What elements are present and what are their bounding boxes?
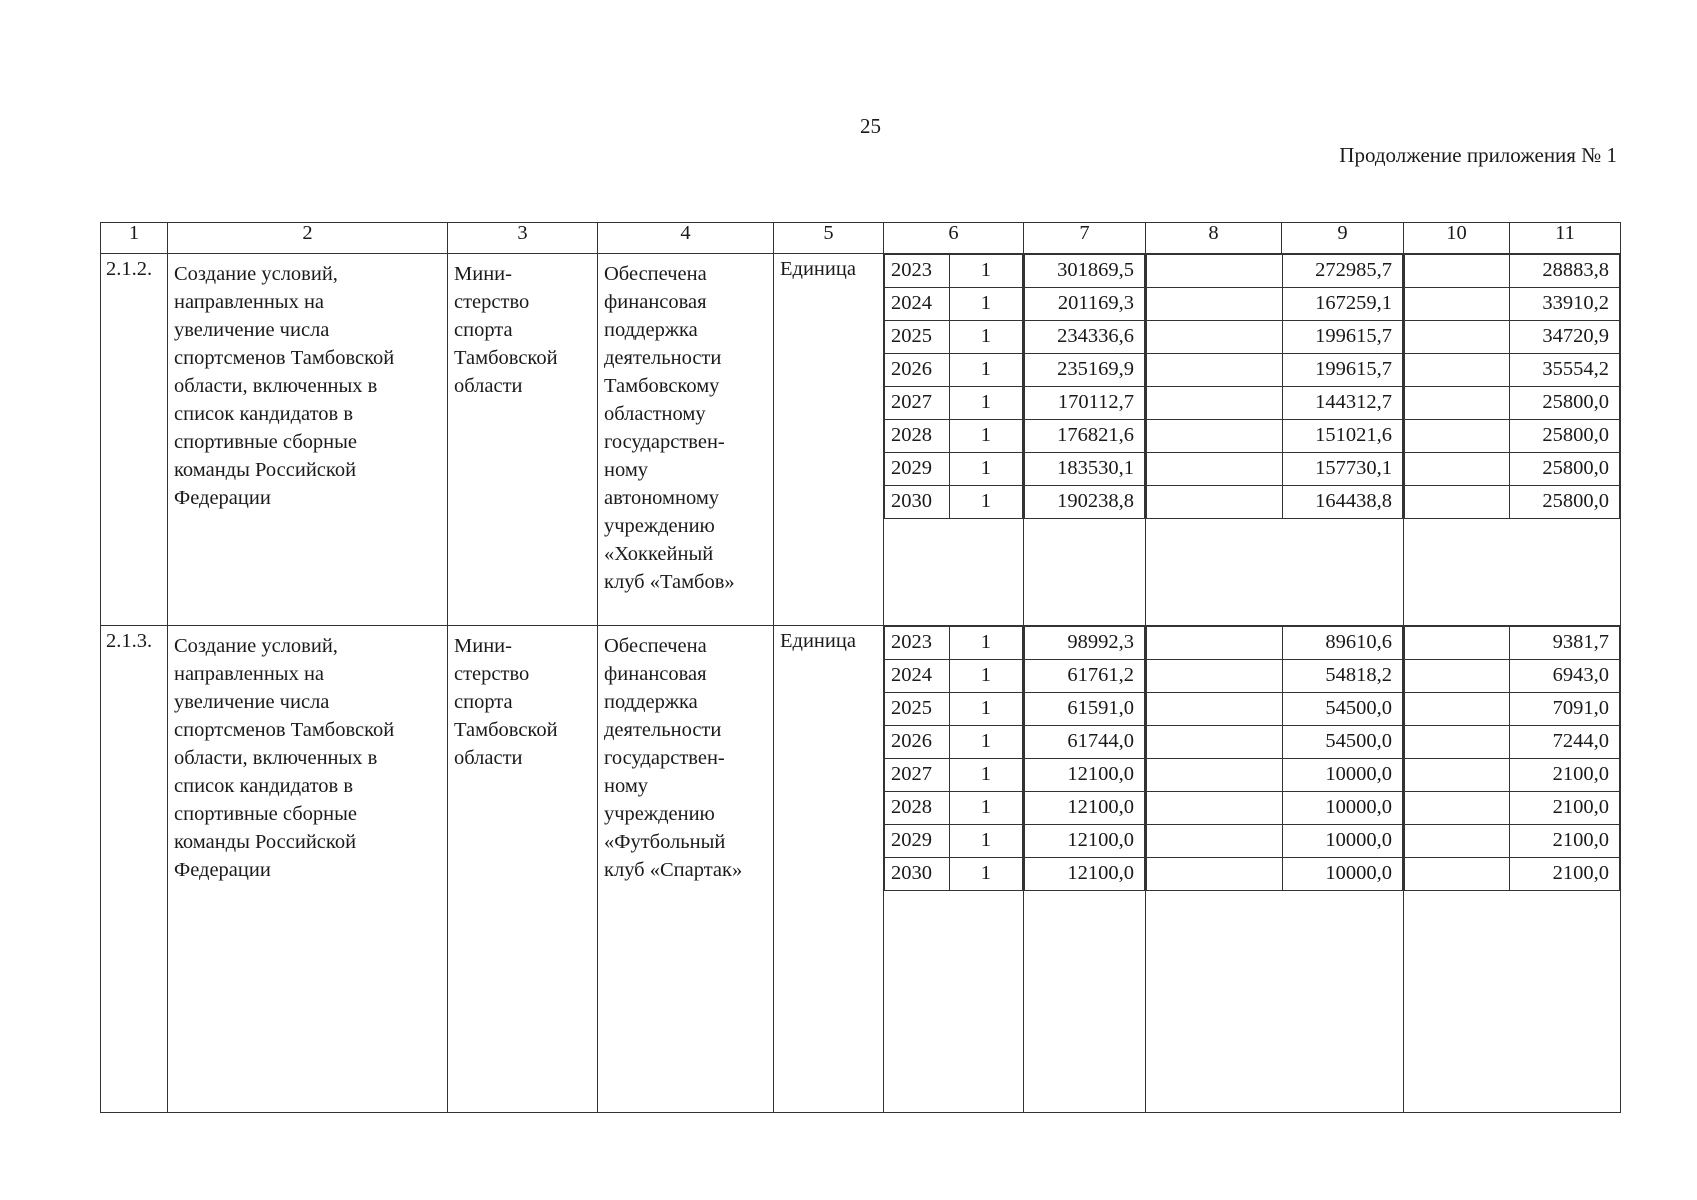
value-row <box>1405 321 1620 354</box>
text-line: Создание условий, <box>174 635 338 657</box>
text-line: Мини- <box>454 263 512 285</box>
value-row <box>1405 726 1620 759</box>
col8-value <box>1147 453 1283 486</box>
col7-value: 190238,8 <box>1025 486 1145 519</box>
col9-value: 89610,6 <box>1282 627 1402 660</box>
text-line: автономному <box>604 487 720 509</box>
text-line: ному <box>604 459 649 481</box>
year-value: 2028 <box>885 792 950 825</box>
text-line: области <box>454 747 523 769</box>
value-row <box>1147 486 1403 519</box>
value-row <box>1405 453 1620 486</box>
text-line: областному <box>604 403 706 425</box>
text-line: финансовая <box>604 663 707 685</box>
year-value: 2030 <box>885 858 950 891</box>
col11-value: 33910,2 <box>1510 288 1620 321</box>
col9-value: 157730,1 <box>1282 453 1402 486</box>
text-line: поддержка <box>604 319 698 341</box>
text-line: ному <box>604 775 649 797</box>
col7-value: 12100,0 <box>1025 792 1145 825</box>
value-row <box>1025 792 1145 825</box>
value-row <box>1405 759 1620 792</box>
value-row <box>1025 759 1145 792</box>
values-subtable <box>1024 626 1145 891</box>
col10-value <box>1405 420 1510 453</box>
text-line: спортсменов Тамбовской <box>174 719 395 741</box>
value-row <box>1025 825 1145 858</box>
value-row <box>1405 660 1620 693</box>
value-row <box>1147 387 1403 420</box>
text-line: спортсменов Тамбовской <box>174 347 395 369</box>
value-row <box>1025 627 1145 660</box>
year-value: 2029 <box>885 453 950 486</box>
col9-value: 54818,2 <box>1282 660 1402 693</box>
value-row <box>1405 486 1620 519</box>
section-row-2-1-3 <box>101 626 1621 1113</box>
text-line: список кандидатов в <box>174 403 354 425</box>
text-line: Тамбовской <box>454 347 558 369</box>
value-row <box>1405 354 1620 387</box>
col11-value: 35554,2 <box>1510 354 1620 387</box>
col11-value: 25800,0 <box>1510 453 1620 486</box>
col11-value: 34720,9 <box>1510 321 1620 354</box>
year-count-cell <box>884 626 1024 1113</box>
count-value: 1 <box>949 387 1022 420</box>
col9-value: 10000,0 <box>1282 825 1402 858</box>
col9-value: 164438,8 <box>1282 486 1402 519</box>
count-value: 1 <box>949 453 1022 486</box>
value-row <box>1147 726 1403 759</box>
indicator-text <box>598 254 774 626</box>
section-row-2-1-2 <box>101 254 1621 626</box>
unit-of-measure: Единица <box>774 626 884 1113</box>
text-line: «Хоккейный <box>604 543 714 565</box>
year-value: 2026 <box>885 726 950 759</box>
col7-value: 183530,1 <box>1025 453 1145 486</box>
col8-value <box>1147 825 1283 858</box>
header-cell: 4 <box>598 223 774 254</box>
value-row <box>885 660 1023 693</box>
text-line: государствен- <box>604 431 725 453</box>
indicator-text <box>598 626 774 1113</box>
col9-value: 199615,7 <box>1282 354 1402 387</box>
col7-values <box>1024 626 1146 1113</box>
text-line: Тамбовской <box>454 719 558 741</box>
count-value: 1 <box>949 255 1022 288</box>
count-value: 1 <box>949 486 1022 519</box>
values-subtable <box>884 626 1023 891</box>
value-row <box>1025 726 1145 759</box>
col7-value: 12100,0 <box>1025 759 1145 792</box>
col7-value: 170112,7 <box>1025 387 1145 420</box>
text-line: направленных на <box>174 663 325 685</box>
col8-value <box>1147 288 1283 321</box>
col10-value <box>1405 453 1510 486</box>
col10-col11-values <box>1404 254 1621 626</box>
col9-value: 167259,1 <box>1282 288 1402 321</box>
col7-value: 98992,3 <box>1025 627 1145 660</box>
section-number: 2.1.2. <box>101 254 168 626</box>
text-line: увеличение числа <box>174 691 330 713</box>
col7-value: 61591,0 <box>1025 693 1145 726</box>
value-row <box>885 321 1023 354</box>
values-subtable <box>884 254 1023 519</box>
values-subtable <box>1024 254 1145 519</box>
year-value: 2027 <box>885 759 950 792</box>
col9-value: 151021,6 <box>1282 420 1402 453</box>
value-row <box>1405 420 1620 453</box>
value-row <box>1147 354 1403 387</box>
value-row <box>1147 420 1403 453</box>
text-line: команды Российской <box>174 459 357 481</box>
value-row <box>885 726 1023 759</box>
col8-value <box>1147 792 1283 825</box>
value-row <box>885 354 1023 387</box>
col11-value: 9381,7 <box>1510 627 1620 660</box>
value-row <box>885 858 1023 891</box>
count-value: 1 <box>949 627 1022 660</box>
count-value: 1 <box>949 321 1022 354</box>
text-line: Мини- <box>454 635 512 657</box>
col8-value <box>1147 354 1283 387</box>
col7-value: 301869,5 <box>1025 255 1145 288</box>
text-line: «Футбольный <box>604 831 726 853</box>
value-row <box>885 825 1023 858</box>
col11-value: 2100,0 <box>1510 825 1620 858</box>
header-cell: 3 <box>448 223 598 254</box>
text-line: спорта <box>454 691 513 713</box>
year-value: 2023 <box>885 627 950 660</box>
value-row <box>1147 858 1403 891</box>
text-line: Федерации <box>174 487 271 509</box>
col7-value: 201169,3 <box>1025 288 1145 321</box>
value-row <box>1025 321 1145 354</box>
col7-value: 61744,0 <box>1025 726 1145 759</box>
value-row <box>1025 486 1145 519</box>
text-line: Обеспечена <box>604 635 707 657</box>
count-value: 1 <box>949 792 1022 825</box>
responsible-body <box>448 254 598 626</box>
value-row <box>1147 660 1403 693</box>
col10-value <box>1405 486 1510 519</box>
text-line: спортивные сборные <box>174 803 357 825</box>
col11-value: 28883,8 <box>1510 255 1620 288</box>
value-row <box>885 486 1023 519</box>
count-value: 1 <box>949 420 1022 453</box>
col10-value <box>1405 354 1510 387</box>
year-value: 2026 <box>885 354 950 387</box>
year-value: 2030 <box>885 486 950 519</box>
text-line: увеличение числа <box>174 319 330 341</box>
col7-value: 234336,6 <box>1025 321 1145 354</box>
section-number: 2.1.3. <box>101 626 168 1113</box>
values-subtable <box>1146 626 1403 891</box>
col11-value: 7091,0 <box>1510 693 1620 726</box>
count-value: 1 <box>949 858 1022 891</box>
col8-value <box>1147 321 1283 354</box>
col10-value <box>1405 387 1510 420</box>
value-row <box>885 792 1023 825</box>
header-cell: 7 <box>1024 223 1146 254</box>
text-line: учреждению <box>604 515 715 537</box>
text-line: финансовая <box>604 291 707 313</box>
value-row <box>1025 660 1145 693</box>
value-row <box>1147 321 1403 354</box>
text-line: стерство <box>454 663 530 685</box>
count-value: 1 <box>949 354 1022 387</box>
header-row <box>101 223 1621 254</box>
col11-value: 25800,0 <box>1510 420 1620 453</box>
year-value: 2024 <box>885 660 950 693</box>
col9-value: 272985,7 <box>1282 255 1402 288</box>
text-line: спортивные сборные <box>174 431 357 453</box>
value-row <box>1405 255 1620 288</box>
year-value: 2023 <box>885 255 950 288</box>
col11-value: 2100,0 <box>1510 858 1620 891</box>
header-cell: 11 <box>1510 223 1621 254</box>
text-line: государствен- <box>604 747 725 769</box>
col8-value <box>1147 627 1283 660</box>
header-cell: 8 <box>1146 223 1282 254</box>
text-line: список кандидатов в <box>174 775 354 797</box>
value-row <box>1147 627 1403 660</box>
col8-value <box>1147 255 1283 288</box>
responsible-body <box>448 626 598 1113</box>
col8-value <box>1147 693 1283 726</box>
col8-value <box>1147 726 1283 759</box>
count-value: 1 <box>949 693 1022 726</box>
count-value: 1 <box>949 660 1022 693</box>
col10-value <box>1405 627 1510 660</box>
value-row <box>1405 627 1620 660</box>
value-row <box>885 255 1023 288</box>
value-row <box>1025 387 1145 420</box>
col11-value: 2100,0 <box>1510 792 1620 825</box>
count-value: 1 <box>949 288 1022 321</box>
col10-value <box>1405 660 1510 693</box>
value-row <box>1147 255 1403 288</box>
header-cell: 6 <box>884 223 1024 254</box>
col10-value <box>1405 759 1510 792</box>
value-row <box>1025 288 1145 321</box>
col8-value <box>1147 420 1283 453</box>
value-row <box>885 387 1023 420</box>
header-cell: 1 <box>101 223 168 254</box>
value-row <box>1025 858 1145 891</box>
text-line: области <box>454 375 523 397</box>
text-line: области, включенных в <box>174 747 378 769</box>
header-cell: 9 <box>1282 223 1404 254</box>
values-subtable <box>1146 254 1403 519</box>
col10-value <box>1405 858 1510 891</box>
col11-value: 7244,0 <box>1510 726 1620 759</box>
col8-col9-values <box>1146 254 1404 626</box>
count-value: 1 <box>949 759 1022 792</box>
value-row <box>1405 288 1620 321</box>
year-value: 2025 <box>885 321 950 354</box>
col9-value: 10000,0 <box>1282 858 1402 891</box>
value-row <box>1147 693 1403 726</box>
text-line: Тамбовскому <box>604 375 720 397</box>
col11-value: 6943,0 <box>1510 660 1620 693</box>
count-value: 1 <box>949 726 1022 759</box>
text-line: учреждению <box>604 803 715 825</box>
col7-values <box>1024 254 1146 626</box>
year-value: 2027 <box>885 387 950 420</box>
text-line: деятельности <box>604 347 722 369</box>
value-row <box>885 627 1023 660</box>
header-cell: 5 <box>774 223 884 254</box>
value-row <box>885 759 1023 792</box>
year-value: 2024 <box>885 288 950 321</box>
col7-value: 12100,0 <box>1025 858 1145 891</box>
value-row <box>1405 825 1620 858</box>
col8-value <box>1147 858 1283 891</box>
unit-of-measure: Единица <box>774 254 884 626</box>
col10-value <box>1405 726 1510 759</box>
appendix-table <box>100 222 1621 1113</box>
col10-col11-values <box>1404 626 1621 1113</box>
col9-value: 10000,0 <box>1282 792 1402 825</box>
col8-value <box>1147 387 1283 420</box>
text-line: команды Российской <box>174 831 357 853</box>
col9-value: 54500,0 <box>1282 726 1402 759</box>
value-row <box>1405 858 1620 891</box>
col7-value: 61761,2 <box>1025 660 1145 693</box>
value-row <box>1147 825 1403 858</box>
col9-value: 144312,7 <box>1282 387 1402 420</box>
col10-value <box>1405 792 1510 825</box>
count-value: 1 <box>949 825 1022 858</box>
value-row <box>885 288 1023 321</box>
col10-value <box>1405 288 1510 321</box>
text-line: спорта <box>454 319 513 341</box>
text-line: стерство <box>454 291 530 313</box>
col10-value <box>1405 321 1510 354</box>
header-cell: 10 <box>1404 223 1510 254</box>
value-row <box>1147 759 1403 792</box>
col9-value: 54500,0 <box>1282 693 1402 726</box>
value-row <box>1147 792 1403 825</box>
value-row <box>885 453 1023 486</box>
col8-col9-values <box>1146 626 1404 1113</box>
value-row <box>1025 354 1145 387</box>
value-row <box>1405 792 1620 825</box>
col11-value: 25800,0 <box>1510 486 1620 519</box>
text-line: Создание условий, <box>174 263 338 285</box>
value-row <box>885 420 1023 453</box>
col9-value: 10000,0 <box>1282 759 1402 792</box>
col9-value: 199615,7 <box>1282 321 1402 354</box>
value-row <box>1405 693 1620 726</box>
text-line: клуб «Тамбов» <box>604 571 735 593</box>
value-row <box>1147 453 1403 486</box>
year-value: 2029 <box>885 825 950 858</box>
col8-value <box>1147 486 1283 519</box>
values-subtable <box>1404 626 1620 891</box>
text-line: Федерации <box>174 859 271 881</box>
measure-title <box>168 254 448 626</box>
value-row <box>1025 453 1145 486</box>
value-row <box>1025 693 1145 726</box>
text-line: поддержка <box>604 691 698 713</box>
col11-value: 25800,0 <box>1510 387 1620 420</box>
col7-value: 12100,0 <box>1025 825 1145 858</box>
value-row <box>885 693 1023 726</box>
year-value: 2028 <box>885 420 950 453</box>
col10-value <box>1405 825 1510 858</box>
col8-value <box>1147 759 1283 792</box>
text-line: клуб «Спартак» <box>604 859 743 881</box>
text-line: области, включенных в <box>174 375 378 397</box>
col8-value <box>1147 660 1283 693</box>
continuation-note: Продолжение приложения № 1 <box>1339 143 1617 167</box>
col10-value <box>1405 255 1510 288</box>
text-line: деятельности <box>604 719 722 741</box>
text-line: направленных на <box>174 291 325 313</box>
year-count-cell <box>884 254 1024 626</box>
col11-value: 2100,0 <box>1510 759 1620 792</box>
year-value: 2025 <box>885 693 950 726</box>
value-row <box>1147 288 1403 321</box>
value-row <box>1025 255 1145 288</box>
page-number: 25 <box>860 114 881 138</box>
col7-value: 176821,6 <box>1025 420 1145 453</box>
col7-value: 235169,9 <box>1025 354 1145 387</box>
value-row <box>1405 387 1620 420</box>
values-subtable <box>1404 254 1620 519</box>
measure-title <box>168 626 448 1113</box>
text-line: Обеспечена <box>604 263 707 285</box>
value-row <box>1025 420 1145 453</box>
header-cell: 2 <box>168 223 448 254</box>
col10-value <box>1405 693 1510 726</box>
